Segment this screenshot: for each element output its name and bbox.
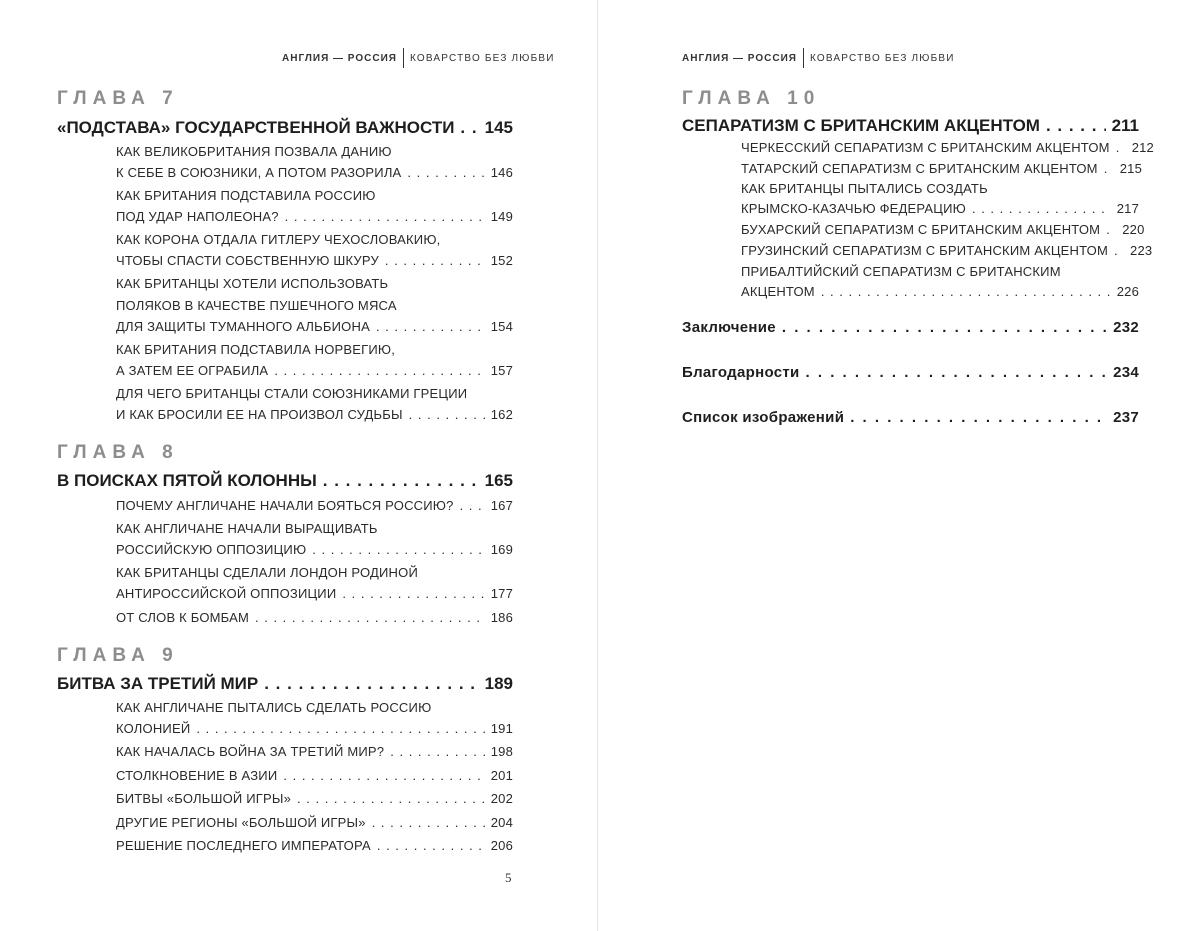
toc-entry-text: ПРИБАЛТИЙСКИЙ СЕПАРАТИЗМ С БРИТАНСКИМ bbox=[741, 264, 1061, 279]
toc-entry-page: 226 bbox=[1116, 284, 1139, 299]
toc-entry-text: ПОЛЯКОВ В КАЧЕСТВЕ ПУШЕЧНОГО МЯСА bbox=[116, 298, 397, 313]
toc-entry-text: И КАК БРОСИЛИ ЕЕ НА ПРОИЗВОЛ СУДЬБЫ bbox=[116, 407, 403, 422]
toc-entry[interactable] bbox=[741, 242, 1153, 260]
chapter-label: ГЛАВА 10 bbox=[682, 88, 821, 109]
toc-entry-text: КАК БРИТАНИЯ ПОДСТАВИЛА НОРВЕГИЮ, bbox=[116, 342, 396, 357]
toc-entry[interactable] bbox=[116, 362, 513, 380]
end-matter-title: Заключение bbox=[682, 319, 776, 336]
toc-entry-text: ДЛЯ ЗАЩИТЫ ТУМАННОГО АЛЬБИОНА bbox=[116, 319, 370, 334]
dot-leader bbox=[377, 837, 485, 855]
toc-entry-text: КАК АНГЛИЧАНЕ ПЫТАЛИСЬ СДЕЛАТЬ РОССИЮ bbox=[116, 700, 432, 715]
toc-entry-text: ЧЕРКЕССКИЙ СЕПАРАТИЗМ С БРИТАНСКИМ АКЦЕНТОМ bbox=[741, 140, 1110, 155]
toc-entry-text: КАК АНГЛИЧАНЕ НАЧАЛИ ВЫРАЩИВАТЬ bbox=[116, 521, 378, 536]
toc-entry-text: А ЗАТЕМ ЕЕ ОГРАБИЛА bbox=[116, 363, 269, 378]
toc-entry-text: К СЕБЕ В СОЮЗНИКИ, А ПОТОМ РАЗОРИЛА bbox=[116, 165, 402, 180]
toc-entry-text: СТОЛКНОВЕНИЕ В АЗИИ bbox=[116, 768, 278, 783]
toc-entry[interactable] bbox=[116, 609, 513, 627]
chapter-title: БИТВА ЗА ТРЕТИЙ МИР bbox=[57, 674, 259, 693]
toc-entry[interactable] bbox=[116, 208, 513, 226]
dot-leader bbox=[342, 585, 484, 603]
toc-entry-page: 223 bbox=[1130, 243, 1153, 258]
toc-entry-text: КАК НАЧАЛАСЬ ВОЙНА ЗА ТРЕТИЙ МИР? bbox=[116, 744, 385, 759]
dot-leader bbox=[196, 720, 484, 738]
dot-leader bbox=[1106, 221, 1116, 239]
dot-leader bbox=[385, 252, 485, 270]
dot-leader bbox=[460, 117, 478, 139]
toc-entry-text: ЧТОБЫ СПАСТИ СОБСТВЕННУЮ ШКУРУ bbox=[116, 253, 379, 268]
toc-entry[interactable] bbox=[116, 837, 513, 855]
toc-entry-text: КАК КОРОНА ОТДАЛА ГИТЛЕРУ ЧЕХОСЛОВАКИЮ, bbox=[116, 232, 441, 247]
toc-acknowledgements-entry[interactable] bbox=[682, 363, 1139, 383]
toc-entry-page: 212 bbox=[1131, 140, 1154, 155]
toc-entry-page: 217 bbox=[1116, 201, 1139, 216]
toc-entry-page: 201 bbox=[490, 768, 513, 783]
toc-entry[interactable] bbox=[116, 164, 513, 182]
header-book-subtitle: КОВАРСТВО БЕЗ ЛЮБВИ bbox=[809, 52, 955, 64]
chapter-page: 189 bbox=[484, 674, 513, 693]
dot-leader bbox=[409, 406, 485, 424]
header-book-subtitle: КОВАРСТВО БЕЗ ЛЮБВИ bbox=[409, 52, 555, 64]
running-header-left bbox=[282, 48, 555, 68]
toc-entry-text: ПОД УДАР НАПОЛЕОНА? bbox=[116, 209, 279, 224]
toc-entry[interactable] bbox=[116, 497, 513, 515]
toc-entry-text: КОЛОНИЕЙ bbox=[116, 721, 191, 736]
end-matter-page: 232 bbox=[1113, 319, 1139, 336]
toc-entry[interactable] bbox=[741, 160, 1143, 178]
dot-leader bbox=[850, 408, 1107, 428]
toc-entry-text: БУХАРСКИЙ СЕПАРАТИЗМ С БРИТАНСКИМ АКЦЕНТОМ bbox=[741, 222, 1101, 237]
dot-leader bbox=[407, 164, 484, 182]
chapter-title: В ПОИСКАХ ПЯТОЙ КОЛОННЫ bbox=[57, 471, 317, 490]
page-number: 5 bbox=[505, 870, 512, 885]
chapter-page: 211 bbox=[1111, 116, 1139, 135]
toc-entry[interactable] bbox=[116, 252, 513, 270]
toc-entry[interactable] bbox=[116, 790, 513, 808]
toc-entry-text: ТАТАРСКИЙ СЕПАРАТИЗМ С БРИТАНСКИМ АКЦЕНТОМ bbox=[741, 161, 1098, 176]
end-matter-page: 237 bbox=[1113, 409, 1139, 426]
toc-entry-text: АНТИРОССИЙСКОЙ ОППОЗИЦИИ bbox=[116, 586, 337, 601]
dot-leader bbox=[782, 318, 1107, 338]
toc-entry-page: 191 bbox=[490, 721, 513, 736]
toc-entry-page: 202 bbox=[490, 791, 513, 806]
toc-entry[interactable] bbox=[116, 743, 513, 761]
toc-entry-page: 215 bbox=[1119, 161, 1143, 176]
toc-entry[interactable] bbox=[116, 541, 513, 559]
chapter-title: СЕПАРАТИЗМ С БРИТАНСКИМ АКЦЕНТОМ bbox=[682, 116, 1040, 135]
toc-chapter-entry[interactable] bbox=[57, 470, 513, 492]
chapter-label: ГЛАВА 7 bbox=[57, 88, 179, 109]
dot-leader bbox=[1046, 115, 1106, 137]
toc-entry-text: БИТВЫ «БОЛЬШОЙ ИГРЫ» bbox=[116, 791, 292, 806]
header-book-title: АНГЛИЯ — РОССИЯ bbox=[282, 52, 397, 64]
toc-entry-page: 169 bbox=[490, 542, 513, 557]
dot-leader bbox=[372, 814, 485, 832]
dot-leader bbox=[376, 318, 485, 336]
toc-entry-text: РОССИЙСКУЮ ОППОЗИЦИЮ bbox=[116, 542, 307, 557]
toc-entry[interactable] bbox=[116, 318, 513, 336]
toc-entry[interactable] bbox=[741, 221, 1145, 239]
dot-leader bbox=[323, 470, 479, 492]
toc-chapter-entry[interactable] bbox=[57, 673, 513, 695]
toc-conclusion-entry[interactable] bbox=[682, 318, 1139, 338]
toc-chapter-entry[interactable] bbox=[57, 117, 513, 139]
dot-leader bbox=[297, 790, 485, 808]
dot-leader bbox=[285, 208, 485, 226]
dot-leader bbox=[283, 767, 484, 785]
chapter-label: ГЛАВА 8 bbox=[57, 442, 179, 463]
toc-entry-page: 154 bbox=[490, 319, 513, 334]
dot-leader bbox=[972, 200, 1111, 218]
toc-entry-text: КАК БРИТАНЦЫ ПЫТАЛИСЬ СОЗДАТЬ bbox=[741, 181, 988, 196]
toc-entry-text: КАК БРИТАНЦЫ ХОТЕЛИ ИСПОЛЬЗОВАТЬ bbox=[116, 276, 389, 291]
toc-entry-text: ДРУГИЕ РЕГИОНЫ «БОЛЬШОЙ ИГРЫ» bbox=[116, 815, 366, 830]
toc-entry-text: КАК БРИТАНИЯ ПОДСТАВИЛА РОССИЮ bbox=[116, 188, 376, 203]
toc-entry-text: РЕШЕНИЕ ПОСЛЕДНЕГО ИМПЕРАТОРА bbox=[116, 838, 371, 853]
toc-entry-page: 162 bbox=[490, 407, 513, 422]
running-header-right bbox=[682, 48, 955, 68]
toc-entry-text: ОТ СЛОВ К БОМБАМ bbox=[116, 610, 250, 625]
toc-entry-page: 167 bbox=[490, 498, 513, 513]
right-page bbox=[598, 0, 1193, 931]
dot-leader bbox=[1104, 160, 1114, 178]
toc-entry-text: ГРУЗИНСКИЙ СЕПАРАТИЗМ С БРИТАНСКИМ АКЦЕНТОМ bbox=[741, 243, 1109, 258]
dot-leader bbox=[460, 497, 485, 515]
toc-entry[interactable] bbox=[116, 814, 513, 832]
toc-entry[interactable] bbox=[116, 585, 513, 603]
dot-leader bbox=[274, 362, 484, 380]
toc-entry-text: КАК ВЕЛИКОБРИТАНИЯ ПОЗВАЛА ДАНИЮ bbox=[116, 144, 392, 159]
dot-leader bbox=[390, 743, 484, 761]
toc-entry-page: 152 bbox=[490, 253, 513, 268]
toc-entry[interactable] bbox=[741, 200, 1139, 218]
toc-entry-page: 186 bbox=[490, 610, 513, 625]
toc-chapter-entry[interactable] bbox=[682, 115, 1139, 137]
toc-entry-text: КАК БРИТАНЦЫ СДЕЛАЛИ ЛОНДОН РОДИНОЙ bbox=[116, 565, 418, 580]
toc-entry-page: 204 bbox=[490, 815, 513, 830]
chapter-title: «ПОДСТАВА» ГОСУДАРСТВЕННОЙ ВАЖНОСТИ bbox=[57, 118, 455, 137]
dot-leader bbox=[255, 609, 485, 627]
end-matter-title: Список изображений bbox=[682, 409, 845, 426]
toc-entry-page: 146 bbox=[490, 165, 513, 180]
toc-entry-page: 198 bbox=[490, 744, 513, 759]
dot-leader bbox=[264, 673, 478, 695]
chapter-label: ГЛАВА 9 bbox=[57, 645, 179, 666]
toc-entry-page: 157 bbox=[490, 363, 513, 378]
dot-leader bbox=[312, 541, 484, 559]
toc-entry[interactable] bbox=[116, 767, 513, 785]
header-book-title: АНГЛИЯ — РОССИЯ bbox=[682, 52, 797, 64]
dot-leader bbox=[821, 283, 1111, 301]
dot-leader bbox=[1114, 242, 1124, 260]
toc-entry[interactable] bbox=[741, 139, 1154, 157]
header-separator bbox=[403, 48, 404, 68]
chapter-page: 165 bbox=[484, 471, 513, 490]
toc-entry-page: 220 bbox=[1122, 222, 1145, 237]
toc-entry[interactable] bbox=[116, 406, 513, 424]
toc-entry-text: ПОЧЕМУ АНГЛИЧАНЕ НАЧАЛИ БОЯТЬСЯ РОССИЮ? bbox=[116, 498, 454, 513]
toc-entry[interactable] bbox=[741, 283, 1139, 301]
toc-entry-text: КРЫМСКО-КАЗАЧЬЮ ФЕДЕРАЦИЮ bbox=[741, 201, 966, 216]
end-matter-page: 234 bbox=[1113, 364, 1139, 381]
end-matter-title: Благодарности bbox=[682, 364, 800, 381]
toc-entry-page: 149 bbox=[490, 209, 513, 224]
toc-entry-page: 177 bbox=[490, 586, 513, 601]
toc-entry-text: АКЦЕНТОМ bbox=[741, 284, 815, 299]
chapter-page: 145 bbox=[484, 118, 513, 137]
toc-entry-text: ДЛЯ ЧЕГО БРИТАНЦЫ СТАЛИ СОЮЗНИКАМИ ГРЕЦИИ bbox=[116, 386, 468, 401]
toc-entry[interactable] bbox=[116, 720, 513, 738]
toc-entry-page: 206 bbox=[490, 838, 513, 853]
dot-leader bbox=[1116, 139, 1126, 157]
toc-image-list-entry[interactable] bbox=[682, 408, 1139, 428]
header-separator bbox=[803, 48, 804, 68]
dot-leader bbox=[806, 363, 1108, 383]
